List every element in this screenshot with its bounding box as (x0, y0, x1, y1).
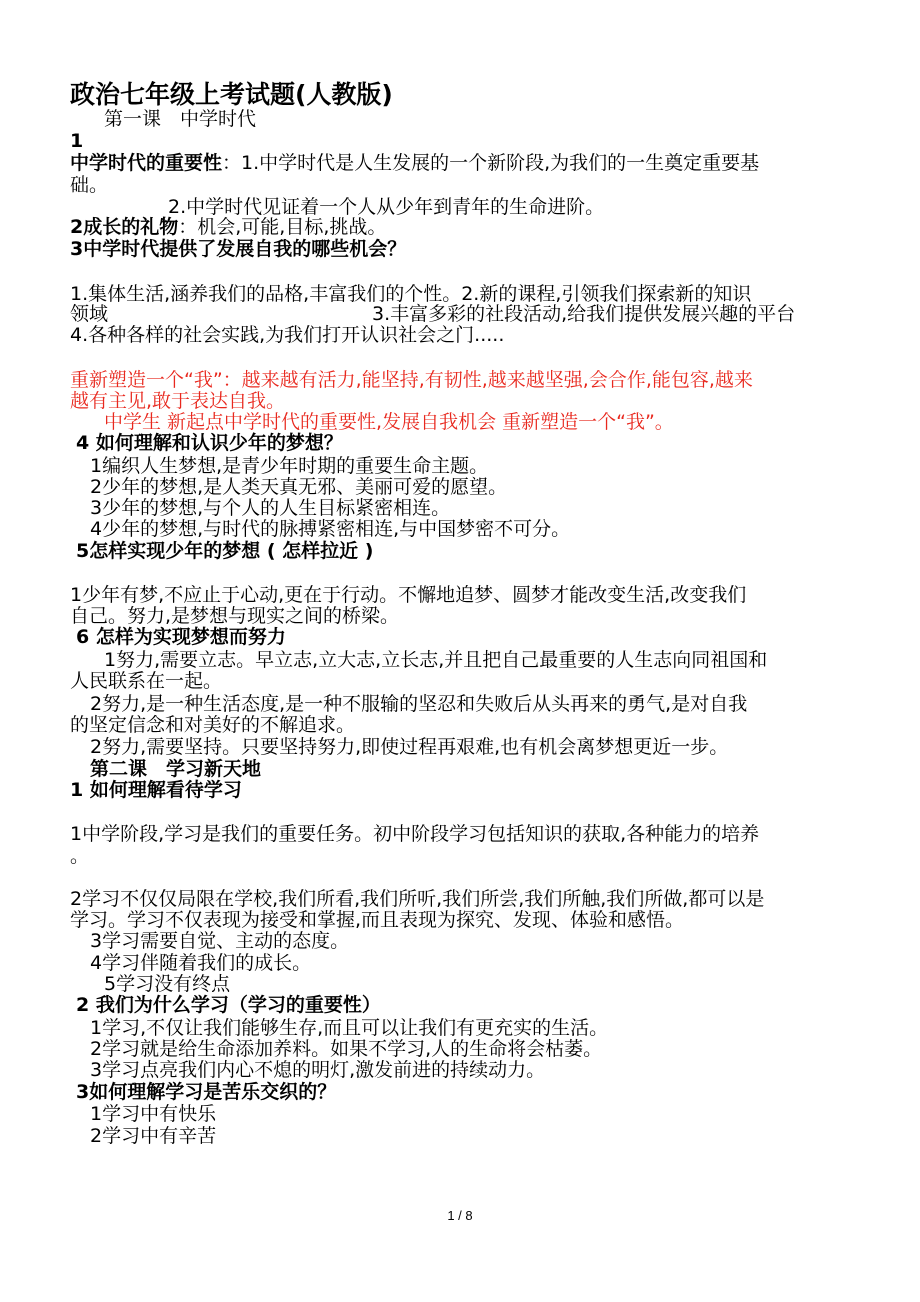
item2-text: ：机会,可能,目标,挑战。 (178, 216, 387, 238)
q4-item: 3少年的梦想,与个人的人生目标紧密相连。 (90, 497, 451, 519)
q4-item: 1编织人生梦想,是青少年时期的重要生命主题。 (90, 455, 489, 477)
q6-heading: 6 怎样为实现梦想而努力 (76, 626, 286, 648)
item1-point2: 2.中学时代见证着一个人从少年到青年的生命进阶。 (168, 196, 605, 218)
red-summary-line1: 重新塑造一个“我”：越来越有活力,能坚持,有韧性,越来越坚强,会合作,能包容,越来 (70, 369, 753, 391)
page-number: 1 / 8 (447, 1208, 473, 1223)
item2-label: 2成长的礼物 (70, 216, 179, 238)
lesson1-heading: 第一课 中学时代 (104, 108, 257, 130)
q5-heading: 5怎样实现少年的梦想 ( 怎样拉近 ) (76, 540, 374, 562)
item1-label: 中学时代的重要性 (70, 152, 223, 174)
l2-q1-text4: 4学习伴随着我们的成长。 (90, 952, 312, 974)
item1-line (70, 152, 759, 174)
red-summary-line2: 越有主见,敢于表达自我。 (70, 390, 286, 412)
item3-text-c: 4.各种各样的社会实践,为我们打开认识社会之门..... (70, 324, 505, 346)
l2-q2-item: 3学习点亮我们内心不熄的明灯,激发前进的持续动力。 (90, 1059, 546, 1081)
q6-text1-a: 1努力,需要立志。早立志,立大志,立长志,并且把自己最重要的人生志向同祖国和 (104, 649, 768, 671)
item1-text-cont: 础。 (70, 174, 109, 196)
q6-text3: 2努力,需要坚持。只要坚持努力,即使过程再艰难,也有机会离梦想更近一步。 (90, 736, 729, 758)
l2-q2-item: 2学习就是给生命添加养料。如果不学习,人的生命将会枯萎。 (90, 1038, 603, 1060)
l2-q2-item: 1学习,不仅让我们能够生存,而且可以让我们有更充实的生活。 (90, 1017, 609, 1039)
q5-text-a: 1少年有梦,不应止于心动,更在于行动。不懈地追梦、圆梦才能改变生活,改变我们 (70, 584, 747, 606)
l2-q1-text3: 3学习需要自觉、主动的态度。 (90, 930, 350, 952)
page-title: 政治七年级上考试题(人教版) (70, 80, 393, 109)
item1-number: 1 (70, 130, 84, 152)
item3-text-b1: 领域 (70, 303, 109, 325)
q4-heading: 4 如何理解和认识少年的梦想？ (76, 432, 343, 454)
q6-text2-a: 2努力,是一种生活态度,是一种不服输的坚忍和失败后从头再来的勇气,是对自我 (90, 693, 748, 715)
item3-text-b2: 3.丰富多彩的社段活动,给我们提供发展兴趣的平台 (372, 303, 796, 325)
l2-q1-heading: 1 如何理解看待学习 (70, 779, 242, 801)
l2-q3-item: 2学习中有辛苦 (90, 1125, 217, 1147)
l2-q3-item: 1学习中有快乐 (90, 1103, 217, 1125)
l2-q2-heading: 2 我们为什么学习（学习的重要性） (76, 994, 381, 1016)
l2-q1-text5: 5学习没有终点 (104, 973, 231, 995)
l2-q1-text2-b: 学习。学习不仅表现为接受和掌握,而且表现为探究、发现、体验和感悟。 (70, 909, 685, 931)
item1-text: ：1.中学时代是人生发展的一个新阶段,为我们的一生奠定重要基 (222, 152, 760, 174)
item3-text-a: 1.集体生活,涵养我们的品格,丰富我们的个性。2.新的课程,引领我们探索新的知识 (70, 283, 752, 305)
l2-q1-text1-a: 1中学阶段,学习是我们的重要任务。初中阶段学习包括知识的获取,各种能力的培养 (70, 823, 760, 845)
q4-item: 4少年的梦想,与时代的脉搏紧密相连,与中国梦密不可分。 (90, 518, 571, 540)
lesson2-heading: 第二课 学习新天地 (90, 758, 262, 780)
q6-text2-b: 的坚定信念和对美好的不解追求。 (70, 714, 356, 736)
q6-text1-b: 人民联系在一起。 (70, 670, 223, 692)
item2-line (70, 216, 386, 238)
q5-text-b: 自己。努力,是梦想与现实之间的桥梁。 (70, 605, 400, 627)
l2-q1-text1-b: 。 (70, 845, 90, 867)
q4-item: 2少年的梦想,是人类天真无邪、美丽可爱的愿望。 (90, 476, 508, 498)
item3-heading: 3中学时代提供了发展自我的哪些机会？ (70, 238, 407, 260)
l2-q3-heading: 3如何理解学习是苦乐交织的？ (76, 1081, 337, 1103)
l2-q1-text2-a: 2学习不仅仅局限在学校,我们所看,我们所听,我们所尝,我们所触,我们所做,都可以是 (70, 888, 765, 910)
red-summary-line3: 中学生 新起点中学时代的重要性,发展自我机会 重新塑造一个“我”。 (104, 411, 674, 433)
